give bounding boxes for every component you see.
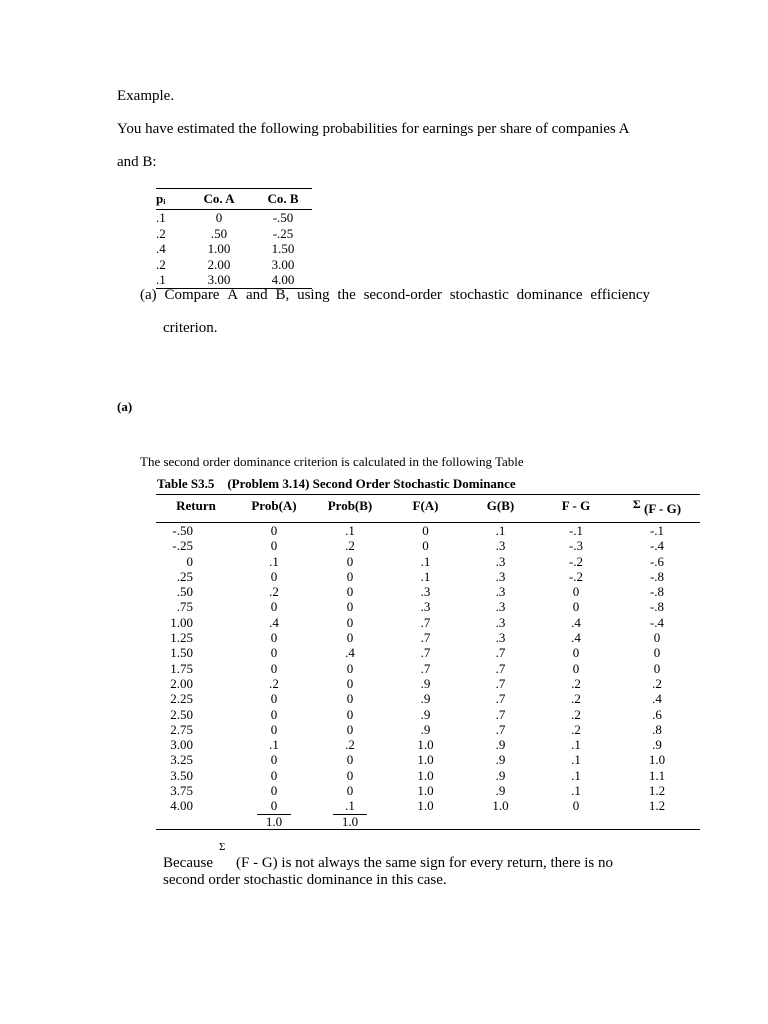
prob-b-cell: 0	[346, 752, 354, 768]
prob-b-cell: 0	[346, 691, 354, 707]
table-intro: The second order dominance criterion is calculated in the following Table	[140, 454, 524, 469]
probability-row	[156, 241, 312, 257]
intro-line-1: You have estimated the following probabilities for earnings per share of companies A	[117, 121, 630, 137]
prob-b-cell: 0	[346, 706, 354, 722]
question-word: stochastic	[449, 287, 509, 303]
sum-cell: .8	[652, 721, 662, 737]
prob-a-cell: 0	[270, 721, 278, 737]
prob-b-cell: .1	[345, 523, 355, 538]
co-a-cell: .50	[210, 225, 228, 241]
prob-b-cell: 0	[346, 630, 354, 646]
f-minus-g-cell: -.2	[568, 568, 584, 584]
table-row	[156, 691, 700, 706]
total-value: 1.0	[257, 814, 291, 829]
example-heading: Example.	[117, 88, 175, 104]
prob-b-cell: .2	[345, 538, 355, 554]
header-prob-b: Prob(B)	[312, 495, 388, 523]
prob-cell: .1	[156, 210, 166, 225]
f-a-cell: 1.0	[417, 767, 434, 783]
g-b-cell: .9	[495, 767, 506, 783]
g-b-cell: .3	[495, 584, 506, 600]
sum-cell: -.8	[649, 599, 665, 615]
table-row	[156, 523, 700, 539]
empty-cell	[156, 814, 236, 830]
prob-a-cell: 0	[270, 783, 278, 799]
question-a-line-1	[140, 287, 650, 304]
prob-cell: .4	[156, 241, 166, 257]
header-sum-f-minus-g	[614, 495, 700, 523]
f-a-cell: 1.0	[417, 798, 434, 814]
table-row	[156, 645, 700, 660]
g-b-cell: .7	[495, 675, 506, 691]
prob-b-cell: .1	[345, 798, 355, 814]
f-minus-g-cell: .2	[571, 675, 581, 691]
header-sum-label: (F - G)	[644, 501, 682, 516]
table-row	[156, 615, 700, 630]
prob-b-cell: .2	[345, 737, 355, 753]
header-prob-a: Prob(A)	[236, 495, 312, 523]
f-a-cell: 1.0	[417, 783, 434, 799]
return-cell: 2.75	[170, 721, 193, 737]
prob-b-cell: 0	[346, 767, 354, 783]
header-return: Return	[156, 495, 236, 523]
prob-a-total	[236, 814, 312, 830]
question-word: A	[227, 287, 239, 303]
prob-b-cell: 0	[346, 584, 354, 600]
f-a-cell: .7	[420, 614, 431, 630]
f-minus-g-cell: 0	[572, 660, 580, 676]
co-a-cell: 1.00	[207, 241, 231, 257]
table-row	[156, 707, 700, 722]
sum-cell: -.8	[649, 584, 665, 600]
return-cell: 0	[186, 553, 193, 569]
g-b-cell: 1.0	[492, 798, 509, 814]
sum-cell: -.4	[649, 538, 665, 554]
table-row	[156, 676, 700, 691]
return-cell: 2.50	[170, 706, 193, 722]
prob-b-total	[312, 814, 388, 830]
sum-cell: .2	[652, 675, 662, 691]
return-cell: -.50	[172, 523, 193, 538]
table-row	[156, 752, 700, 767]
g-b-cell: .7	[495, 706, 506, 722]
return-cell: 3.50	[170, 767, 193, 783]
sum-cell: -.4	[649, 614, 665, 630]
header-f-a: F(A)	[388, 495, 463, 523]
prob-a-cell: .2	[269, 584, 279, 600]
f-a-cell: 1.0	[417, 737, 434, 753]
return-cell: 2.25	[170, 691, 193, 707]
empty-cell	[463, 814, 538, 830]
header-p: pᵢ	[156, 189, 184, 210]
prob-b-cell: 0	[346, 721, 354, 737]
sum-cell: 0	[653, 630, 661, 646]
g-b-cell: .9	[495, 752, 506, 768]
prob-cell: .1	[156, 272, 184, 288]
table-row	[156, 569, 700, 584]
f-a-cell: .9	[420, 675, 431, 691]
prob-a-cell: .1	[269, 553, 279, 569]
f-minus-g-cell: .1	[571, 737, 581, 753]
sum-cell: 1.0	[648, 752, 666, 768]
table-caption: Table S3.5 (Problem 3.14) Second Order Stochastic Dominance	[157, 476, 516, 491]
conclusion-line-2: second order stochastic dominance in this case.	[163, 872, 447, 888]
sum-cell: .4	[652, 691, 662, 707]
header-co-b: Co. B	[254, 189, 312, 210]
f-a-cell: .7	[420, 645, 431, 661]
answer-label: (a)	[117, 399, 133, 414]
prob-cell: .2	[156, 225, 166, 241]
prob-a-cell: 0	[270, 767, 278, 783]
question-word: second-order	[363, 287, 442, 303]
table-row	[156, 538, 700, 553]
prob-b-cell: 0	[346, 675, 354, 691]
header-f-minus-g: F - G	[538, 495, 614, 523]
prob-b-cell: 0	[346, 660, 354, 676]
sigma-symbol: Σ	[632, 497, 641, 511]
f-minus-g-cell: -.2	[568, 553, 584, 569]
return-cell: 3.25	[170, 752, 193, 768]
f-minus-g-cell: .1	[571, 783, 581, 799]
return-cell: 2.00	[170, 675, 193, 691]
prob-a-cell: 0	[270, 630, 278, 646]
prob-a-cell: .4	[269, 614, 279, 630]
f-minus-g-cell: .4	[571, 614, 581, 630]
empty-cell	[388, 814, 463, 830]
table-row	[156, 661, 700, 676]
prob-a-cell: 0	[270, 660, 278, 676]
f-a-cell: 0	[422, 523, 429, 538]
sum-cell: -.8	[649, 568, 665, 584]
table-row	[156, 768, 700, 783]
f-a-cell: .1	[420, 568, 431, 584]
f-minus-g-cell: 0	[572, 798, 580, 814]
f-minus-g-cell: .2	[571, 706, 581, 722]
prob-b-cell: 0	[346, 568, 354, 584]
sum-cell: 0	[653, 645, 661, 661]
return-cell: 1.50	[170, 645, 193, 661]
sum-cell: 1.1	[648, 767, 666, 783]
f-minus-g-cell: 0	[572, 584, 580, 600]
sum-cell: -.6	[649, 553, 665, 569]
prob-b-cell: 0	[346, 614, 354, 630]
f-a-cell: .9	[420, 691, 431, 707]
f-minus-g-cell: -.1	[568, 523, 584, 538]
g-b-cell: .7	[495, 691, 506, 707]
sum-cell: 0	[653, 660, 661, 676]
question-a-line-2: criterion.	[163, 320, 218, 336]
intro-line-2: and B:	[117, 154, 157, 170]
return-cell: 3.75	[170, 783, 193, 799]
prob-cell: .2	[156, 256, 166, 272]
empty-cell	[538, 814, 614, 830]
conclusion-sigma: Σ	[219, 841, 226, 853]
question-word: Compare	[164, 287, 220, 303]
table-row	[156, 599, 700, 614]
f-minus-g-cell: .2	[571, 721, 581, 737]
prob-a-cell: 0	[270, 752, 278, 768]
totals-row	[156, 814, 700, 830]
question-word: using	[297, 287, 330, 303]
dominance-table-body	[156, 523, 700, 830]
prob-a-cell: 0	[270, 798, 278, 814]
total-value: 1.0	[333, 814, 367, 829]
f-minus-g-cell: .2	[571, 691, 581, 707]
f-a-cell: .3	[420, 584, 431, 600]
probability-table-body	[156, 210, 312, 289]
co-b-cell: 1.50	[271, 241, 295, 257]
sum-cell: .9	[652, 737, 662, 753]
g-b-cell: .3	[495, 630, 506, 646]
prob-a-cell: 0	[270, 691, 278, 707]
g-b-cell: .3	[495, 599, 506, 615]
table-row	[156, 798, 700, 813]
co-b-cell: -.25	[272, 225, 294, 241]
prob-a-cell: .2	[269, 675, 279, 691]
sum-cell: 1.2	[648, 798, 666, 814]
question-word: efficiency	[590, 287, 650, 303]
return-cell: 1.25	[170, 630, 193, 646]
conclusion-line-1: (F - G) is not always the same sign for every return, there is no	[236, 855, 613, 871]
co-b-cell: 4.00	[254, 272, 312, 288]
table-row	[156, 584, 700, 599]
sum-cell: -.1	[649, 523, 665, 538]
conclusion-because: Because	[163, 855, 213, 871]
f-minus-g-cell: .4	[571, 630, 581, 646]
question-word: (a)	[140, 287, 157, 303]
co-a-cell: 2.00	[207, 256, 231, 272]
prob-a-cell: .1	[269, 737, 279, 753]
f-a-cell: 0	[422, 538, 429, 554]
probability-row	[156, 210, 312, 226]
sum-cell: 1.2	[648, 783, 666, 799]
question-word: the	[337, 287, 356, 303]
co-a-cell: 3.00	[184, 272, 254, 288]
header-co-a: Co. A	[184, 189, 254, 210]
f-minus-g-cell: .1	[571, 752, 581, 768]
g-b-cell: .7	[495, 660, 506, 676]
sum-cell: .6	[652, 706, 662, 722]
g-b-cell: .3	[495, 538, 506, 554]
g-b-cell: .3	[495, 568, 506, 584]
prob-a-cell: 0	[270, 645, 278, 661]
header-g-b: G(B)	[463, 495, 538, 523]
table-row	[156, 737, 700, 752]
f-a-cell: .7	[420, 660, 431, 676]
prob-a-cell: 0	[270, 523, 278, 538]
prob-a-cell: 0	[270, 706, 278, 722]
f-a-cell: .9	[420, 721, 431, 737]
g-b-cell: .9	[495, 737, 506, 753]
probability-table	[156, 188, 312, 289]
return-cell: 1.75	[170, 660, 193, 676]
table-row	[156, 630, 700, 645]
return-cell: .50	[176, 584, 193, 600]
co-b-cell: -.50	[272, 210, 294, 225]
f-minus-g-cell: 0	[572, 645, 580, 661]
return-cell: .75	[176, 599, 193, 615]
f-a-cell: .1	[420, 553, 431, 569]
return-cell: 1.00	[170, 614, 193, 630]
f-minus-g-cell: 0	[572, 599, 580, 615]
dominance-table	[156, 494, 700, 830]
return-cell: 3.00	[170, 737, 193, 753]
table-row	[156, 783, 700, 798]
f-minus-g-cell: -.3	[568, 538, 584, 554]
g-b-cell: .1	[495, 523, 506, 538]
g-b-cell: .9	[495, 783, 506, 799]
f-a-cell: .7	[420, 630, 431, 646]
question-word: dominance	[516, 287, 583, 303]
co-a-cell: 0	[215, 210, 223, 225]
prob-a-cell: 0	[270, 538, 278, 554]
prob-a-cell: 0	[270, 568, 278, 584]
probability-row	[156, 226, 312, 242]
prob-b-cell: 0	[346, 553, 354, 569]
question-word: B,	[275, 287, 290, 303]
prob-b-cell: 0	[346, 599, 354, 615]
empty-cell	[614, 814, 700, 830]
g-b-cell: .3	[495, 553, 506, 569]
f-a-cell: .9	[420, 706, 431, 722]
probability-row	[156, 257, 312, 273]
return-cell: -.25	[172, 538, 193, 554]
question-word: and	[245, 287, 268, 303]
prob-b-cell: .4	[345, 645, 355, 661]
return-cell: .25	[176, 568, 193, 584]
prob-b-cell: 0	[346, 783, 354, 799]
g-b-cell: .3	[495, 614, 506, 630]
prob-a-cell: 0	[270, 599, 278, 615]
f-a-cell: 1.0	[417, 752, 434, 768]
co-b-cell: 3.00	[271, 256, 295, 272]
g-b-cell: .7	[495, 645, 506, 661]
f-minus-g-cell: .1	[571, 767, 581, 783]
table-row	[156, 722, 700, 737]
table-row	[156, 554, 700, 569]
g-b-cell: .7	[495, 721, 506, 737]
f-a-cell: .3	[420, 599, 431, 615]
return-cell: 4.00	[170, 798, 193, 814]
